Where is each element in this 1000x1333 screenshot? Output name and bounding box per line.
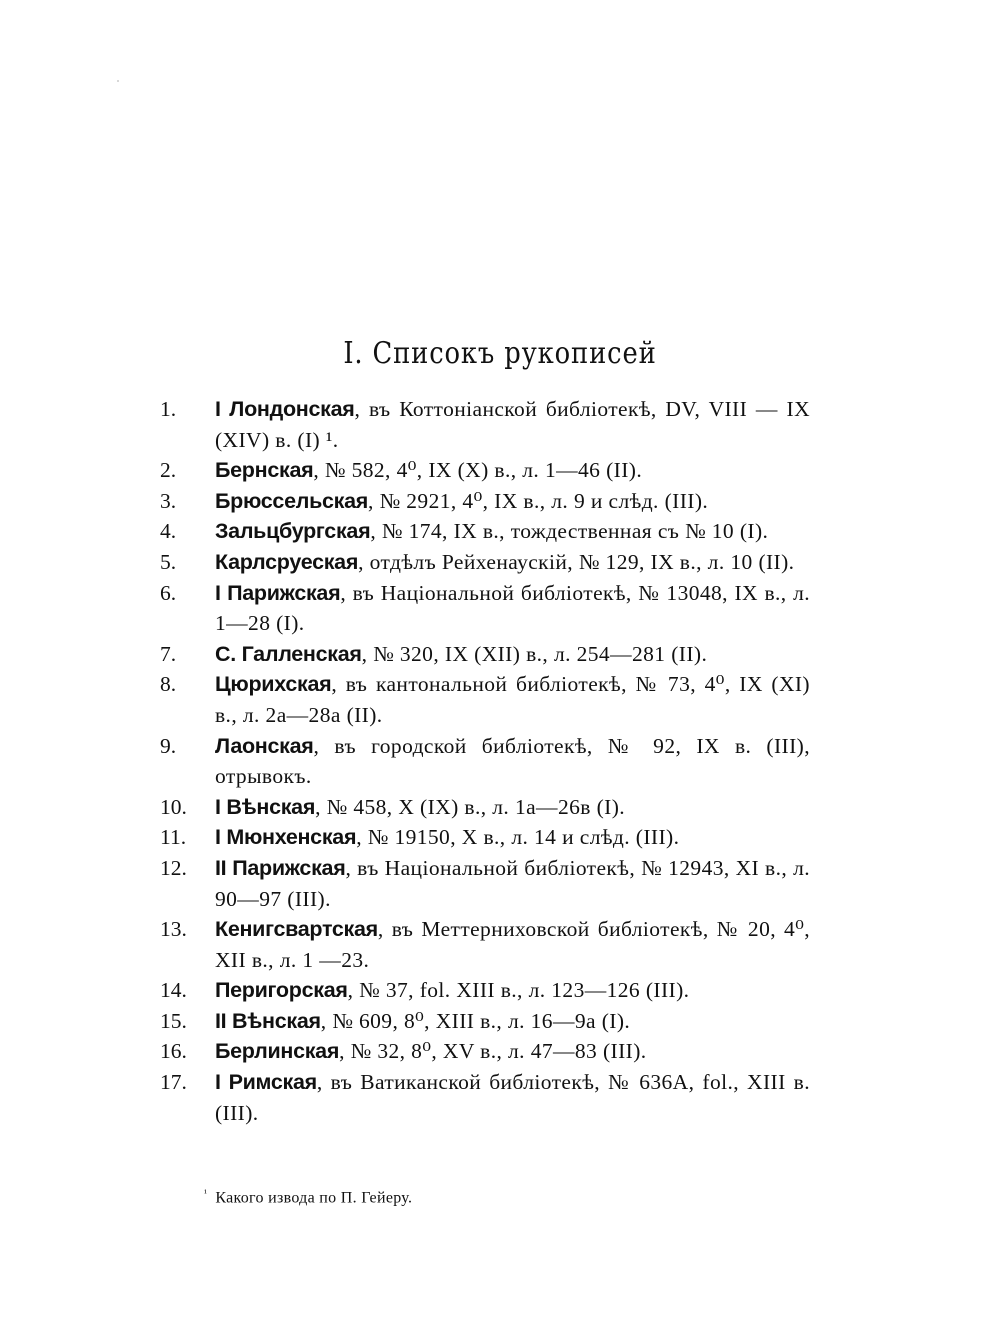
list-item — [160, 547, 810, 578]
list-item — [160, 486, 810, 517]
item-number: 12. — [160, 855, 187, 880]
manuscript-name: Лаонская — [215, 733, 314, 758]
list-item — [160, 914, 810, 975]
manuscript-description: , № 2921, 4⁰, IX в., л. 9 и слѣд. (III). — [368, 488, 709, 513]
item-number: 7. — [160, 641, 177, 666]
manuscript-name: I Вѣнская — [215, 794, 316, 819]
manuscript-description: , въ Національной библіотекѣ, № 12943, XI в., л. 90—97 (III). — [215, 855, 811, 911]
manuscript-description: , № 458, X (IX) в., л. 1а—26в (I). — [315, 794, 626, 819]
manuscript-name: I Мюнхенская — [215, 825, 357, 850]
manuscript-description: , отдѣлъ Рейхенаускій, № 129, IX в., л. 10 (II). — [358, 549, 795, 574]
page-title: I. Списокъ рукописей — [343, 336, 657, 371]
item-number: 6. — [160, 580, 177, 605]
list-item — [160, 822, 810, 853]
manuscript-description: , въ городской библіотекѣ, № 92, IX в. (III), отрывокъ. — [215, 733, 810, 789]
manuscript-description: , № 609, 8⁰, XIII в., л. 16—9а (I). — [320, 1008, 631, 1033]
manuscript-description: , въ Національной библіотекѣ, № 13048, IX в., л. 1—28 (I). — [215, 580, 811, 636]
list-item — [160, 455, 810, 486]
item-number: 13. — [160, 917, 187, 942]
manuscript-description: , въ Ватиканской библіотекѣ, № 636A, fol., XIII в. (III). — [215, 1070, 810, 1125]
item-number: 5. — [160, 549, 177, 574]
manuscript-description: , № 19150, X в., л. 14 и слѣд. (III). — [356, 825, 680, 850]
list-item — [160, 975, 810, 1006]
manuscript-name: Перигорская — [215, 978, 348, 1003]
manuscript-name: I Римская — [215, 1070, 317, 1095]
manuscript-description: , № 582, 4⁰, IX (X) в., л. 1—46 (II). — [313, 458, 643, 483]
manuscript-name: I Лондонская — [215, 397, 355, 421]
list-item — [160, 1006, 810, 1037]
manuscript-description: , № 174, IX в., тождественная съ № 10 (I). — [370, 519, 769, 544]
item-number: 4. — [160, 519, 177, 544]
list-item — [160, 853, 810, 914]
footnote — [204, 1188, 412, 1207]
manuscript-name: Бернская — [215, 458, 314, 483]
manuscript-name: I Парижская — [215, 580, 341, 605]
manuscript-description: , № 37, fol. XIII в., л. 123—126 (III). — [347, 978, 690, 1003]
list-item — [160, 731, 810, 792]
item-number: 3. — [160, 488, 177, 513]
manuscript-name: С. Галленская — [215, 641, 362, 666]
manuscript-name: Берлинская — [215, 1039, 340, 1064]
item-number: 11. — [160, 825, 187, 850]
manuscript-name: II Парижская — [215, 855, 346, 880]
manuscript-name: Зальцбургская — [215, 519, 371, 544]
manuscript-list — [160, 394, 810, 1128]
list-item — [160, 639, 810, 670]
manuscript-description: , № 32, 8⁰, XV в., л. 47—83 (III). — [339, 1039, 647, 1064]
list-item — [160, 792, 810, 823]
footnote-marker: ¹ — [204, 1188, 208, 1199]
manuscript-name: Брюссельская — [215, 488, 369, 513]
item-number: 1. — [160, 397, 177, 421]
list-item — [160, 1036, 810, 1067]
paper-speck — [117, 80, 119, 82]
item-number: 14. — [160, 978, 187, 1003]
manuscript-description: , въ Меттерниховской библіотекѣ, № 20, 4⁰, XII в., л. 1 —23. — [215, 917, 810, 972]
item-number: 10. — [160, 794, 187, 819]
manuscript-name: Цюрихская — [215, 672, 332, 697]
item-number: 8. — [160, 672, 177, 697]
manuscript-name: II Вѣнская — [215, 1008, 321, 1033]
footnote-text: Какого извода по П. Гейеру. — [215, 1189, 413, 1207]
list-item — [160, 578, 810, 639]
list-item — [160, 394, 810, 455]
item-number: 17. — [160, 1070, 187, 1095]
item-number: 9. — [160, 733, 177, 758]
item-number: 16. — [160, 1039, 187, 1064]
manuscript-description: , № 320, IX (XII) в., л. 254—281 (II). — [361, 641, 708, 666]
manuscript-name: Карлсруеская — [215, 549, 359, 574]
list-item — [160, 1067, 810, 1128]
manuscript-description: , въ Коттоніанской библіотекѣ, DV, VIII — IX (XIV) в. (I) ¹. — [215, 397, 810, 452]
manuscript-name: Кенигсвартская — [215, 917, 378, 942]
list-item — [160, 516, 810, 547]
list-item — [160, 669, 810, 730]
item-number: 15. — [160, 1008, 187, 1033]
item-number: 2. — [160, 458, 177, 483]
manuscript-description: , въ кантональной библіотекѣ, № 73, 4⁰, IX (XI) в., л. 2а—28а (II). — [215, 672, 810, 727]
